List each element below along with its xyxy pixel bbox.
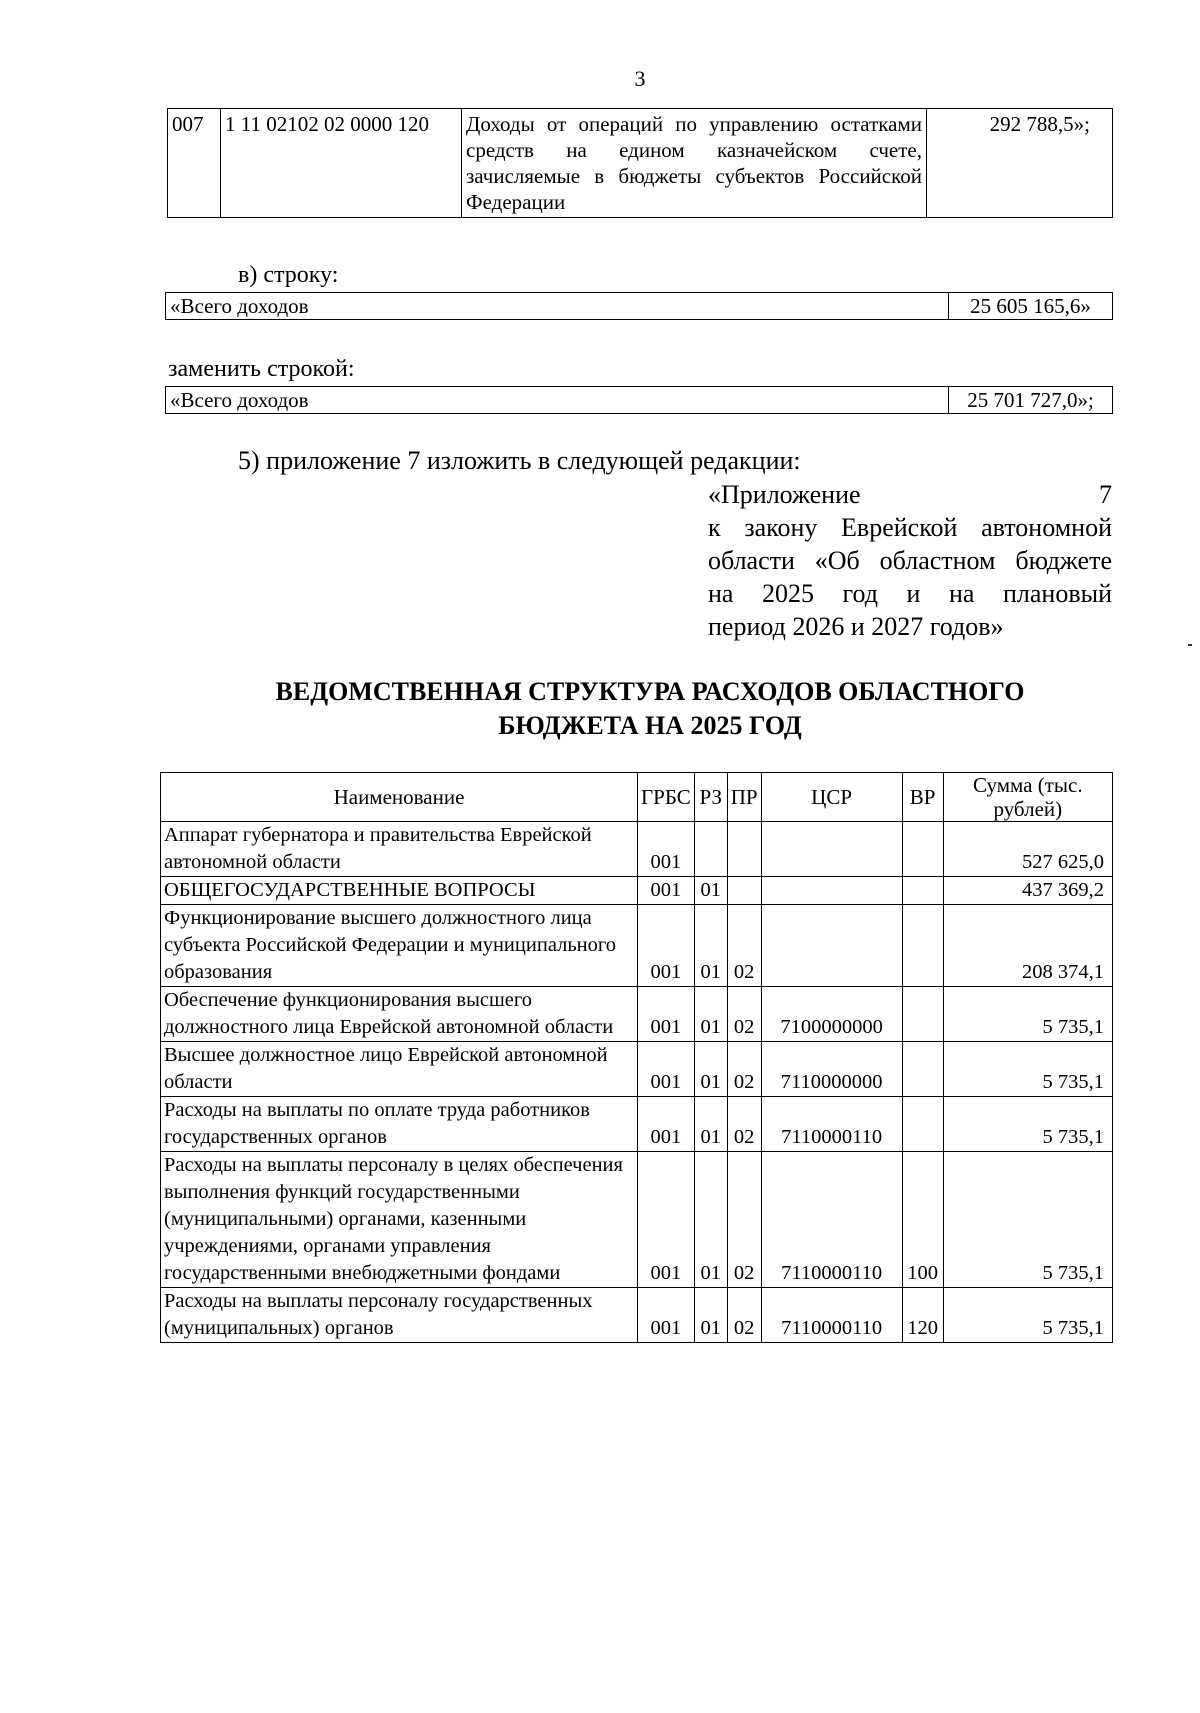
row-rz-cell: 01	[694, 987, 727, 1042]
row-pr-cell: 02	[727, 1288, 761, 1343]
row-pr-cell: 02	[727, 1042, 761, 1097]
income-amount-cell: 292 788,5»;	[927, 109, 1113, 218]
row-name-cell: Расходы на выплаты персоналу государственных (муниципальных) органов	[161, 1288, 638, 1343]
table-row	[166, 293, 1113, 320]
grbs-cell: 007	[168, 109, 221, 218]
appendix-line: на 2025 год и на плановый	[708, 579, 1112, 608]
row-csr-cell: 7110000110	[761, 1288, 902, 1343]
income-code-cell: 1 11 02102 02 0000 120	[221, 109, 462, 218]
row-vr-cell	[902, 905, 943, 987]
appendix-line: «Приложение 7	[708, 480, 1112, 509]
table-row	[168, 109, 1113, 218]
row-csr-cell: 7110000000	[761, 1042, 902, 1097]
row-sum-cell: 527 625,0	[943, 822, 1112, 877]
row-grbs-cell: 001	[638, 905, 695, 987]
appendix-line: области «Об областном бюджете	[708, 546, 1112, 575]
row-name-cell: Обеспечение функционирования высшего должностного лица Еврейской автономной области	[161, 987, 638, 1042]
new-total-row	[165, 386, 1113, 414]
old-total-name: «Всего доходов	[166, 293, 949, 320]
income-table	[167, 108, 1113, 218]
header-rz: РЗ	[694, 773, 727, 822]
row-name-cell: Расходы на выплаты персоналу в целях обеспечения выполнения функций государственными (муниципальными) органами, казенными учреждениями, органами управления государственными внебюджетными фондами	[161, 1152, 638, 1288]
row-sum-cell: 5 735,1	[943, 1097, 1112, 1152]
row-grbs-cell: 001	[638, 877, 695, 905]
row-sum-cell: 437 369,2	[943, 877, 1112, 905]
table-row	[161, 877, 1113, 905]
row-sum-cell: 208 374,1	[943, 905, 1112, 987]
old-total-amount: 25 605 165,6»	[949, 293, 1113, 320]
header-grbs: ГРБС	[638, 773, 695, 822]
row-vr-cell	[902, 822, 943, 877]
row-grbs-cell: 001	[638, 1288, 695, 1343]
row-vr-cell	[902, 1042, 943, 1097]
table-row	[161, 1097, 1113, 1152]
row-csr-cell: 7110000110	[761, 1152, 902, 1288]
row-sum-cell: 5 735,1	[943, 1288, 1112, 1343]
row-pr-cell: 02	[727, 987, 761, 1042]
header-csr: ЦСР	[761, 773, 902, 822]
row-csr-cell: 7110000110	[761, 1097, 902, 1152]
expenditure-table	[160, 772, 1113, 1343]
title-line-1: ВЕДОМСТВЕННАЯ СТРУКТУРА РАСХОДОВ ОБЛАСТНОГО	[275, 677, 1025, 706]
page-title	[150, 675, 1150, 743]
table-row	[161, 987, 1113, 1042]
title-line-2: БЮДЖЕТА НА 2025 ГОД	[498, 711, 802, 740]
header-name: Наименование	[161, 773, 638, 822]
old-total-row	[165, 292, 1113, 320]
appendix-line: к закону Еврейской автономной	[708, 513, 1112, 542]
page-number: 3	[634, 66, 646, 91]
table-header-row	[161, 773, 1113, 822]
table-row	[161, 822, 1113, 877]
row-pr-cell	[727, 822, 761, 877]
row-name-cell: Расходы на выплаты по оплате труда работников государственных органов	[161, 1097, 638, 1152]
row-name-cell: Высшее должностное лицо Еврейской автономной области	[161, 1042, 638, 1097]
table-row	[166, 387, 1113, 414]
row-pr-cell: 02	[727, 1097, 761, 1152]
new-total-amount: 25 701 727,0»;	[949, 387, 1113, 414]
row-sum-cell: 5 735,1	[943, 1152, 1112, 1288]
row-csr-cell	[761, 822, 902, 877]
row-sum-cell: 5 735,1	[943, 987, 1112, 1042]
row-rz-cell	[694, 822, 727, 877]
income-description-cell: Доходы от операций по управлению остатками средств на едином казначейском счете, зачисляемые в бюджеты субъектов Российской Федерации	[462, 109, 927, 218]
header-pr: ПР	[727, 773, 761, 822]
row-pr-cell	[727, 877, 761, 905]
header-sum: Сумма (тыс. рублей)	[943, 773, 1112, 822]
row-grbs-cell: 001	[638, 1152, 695, 1288]
table-row	[161, 1288, 1113, 1343]
row-vr-cell: 100	[902, 1152, 943, 1288]
row-csr-cell	[761, 877, 902, 905]
row-vr-cell	[902, 877, 943, 905]
row-vr-cell	[902, 987, 943, 1042]
row-csr-cell: 7100000000	[761, 987, 902, 1042]
row-rz-cell: 01	[694, 1288, 727, 1343]
table-row	[161, 1042, 1113, 1097]
row-csr-cell	[761, 905, 902, 987]
paragraph-5: 5) приложение 7 изложить в следующей редакции:	[238, 446, 801, 475]
replace-with-label: заменить строкой:	[168, 356, 355, 382]
row-rz-cell: 01	[694, 905, 727, 987]
table-row	[161, 1152, 1113, 1288]
header-vr: ВР	[902, 773, 943, 822]
new-total-name: «Всего доходов	[166, 387, 949, 414]
row-rz-cell: 01	[694, 877, 727, 905]
appendix-line: период 2026 и 2027 годов»	[708, 612, 1004, 641]
row-pr-cell: 02	[727, 1152, 761, 1288]
replace-label: в) строку:	[238, 262, 339, 288]
row-grbs-cell: 001	[638, 987, 695, 1042]
appendix-header	[708, 478, 1112, 643]
row-grbs-cell: 001	[638, 1097, 695, 1152]
row-rz-cell: 01	[694, 1152, 727, 1288]
row-grbs-cell: 001	[638, 822, 695, 877]
table-row	[161, 905, 1113, 987]
row-name-cell: ОБЩЕГОСУДАРСТВЕННЫЕ ВОПРОСЫ	[161, 877, 638, 905]
row-sum-cell: 5 735,1	[943, 1042, 1112, 1097]
row-name-cell: Аппарат губернатора и правительства Еврейской автономной области	[161, 822, 638, 877]
row-name-cell: Функционирование высшего должностного лица субъекта Российской Федерации и муниципального образования	[161, 905, 638, 987]
row-vr-cell	[902, 1097, 943, 1152]
row-rz-cell: 01	[694, 1042, 727, 1097]
row-pr-cell: 02	[727, 905, 761, 987]
row-rz-cell: 01	[694, 1097, 727, 1152]
row-grbs-cell: 001	[638, 1042, 695, 1097]
row-vr-cell: 120	[902, 1288, 943, 1343]
scan-mark	[1188, 644, 1192, 646]
